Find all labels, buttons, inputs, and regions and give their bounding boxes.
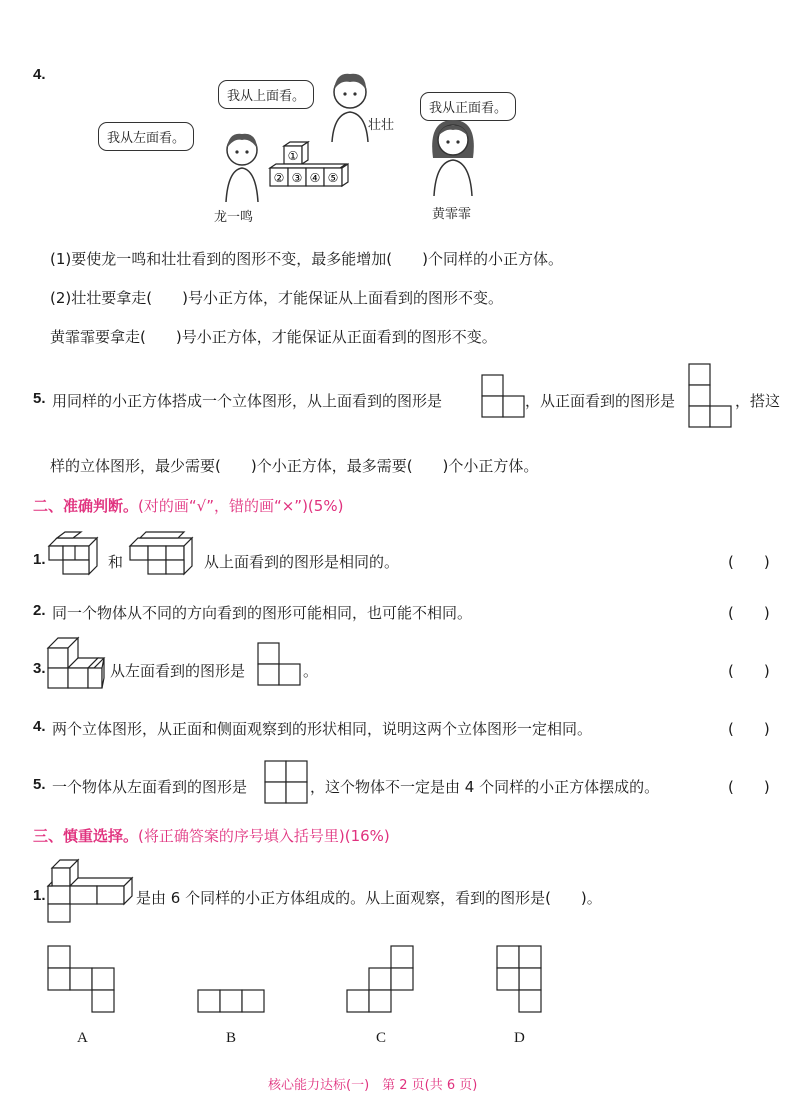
s3-q1-cube-figure xyxy=(48,858,136,928)
s2-item5-text: 一个物体从左面看到的图形是 xyxy=(52,778,248,796)
label-long: 龙一鸣 xyxy=(214,210,254,225)
s2-item1-text: 从上面看到的图形是相同的。 xyxy=(204,553,400,571)
q4-sub2: (2)壮壮要拿走( )号小正方体，才能保证从上面看到的图形不变。 xyxy=(50,289,503,307)
option-c-figure[interactable] xyxy=(347,946,415,1014)
option-c-label[interactable]: C xyxy=(376,1030,387,1046)
section2-note: (对的画“√”，错的画“×”)(5%) xyxy=(138,497,344,515)
section2-heading xyxy=(33,495,343,516)
section3-note: (将正确答案的序号填入括号里)(16%) xyxy=(138,827,390,845)
s2-item1-figure-b xyxy=(130,532,200,578)
cube-label-4: ④ xyxy=(309,171,321,185)
s2-item5-view-figure xyxy=(265,761,311,807)
speech-bubble-right: 我从正面看。 xyxy=(420,92,516,121)
q5-text-a: 用同样的小正方体搭成一个立体图形，从上面看到的图形是 xyxy=(52,392,443,410)
s2-item5-number: 5. xyxy=(33,776,46,793)
option-a-label[interactable]: A xyxy=(77,1030,88,1046)
option-d-figure[interactable] xyxy=(497,946,543,1014)
cube-label-2: ② xyxy=(273,171,285,185)
q4-number: 4. xyxy=(33,66,46,83)
s2-item3-number: 3. xyxy=(33,660,46,677)
label-zhuang: 壮壮 xyxy=(368,118,395,133)
section3-title: 三、慎重选择。 xyxy=(33,827,139,845)
label-huang: 黄霏霏 xyxy=(432,207,472,222)
q4-sub3: 黄霏霏要拿走( )号小正方体，才能保证从正面看到的图形不变。 xyxy=(50,328,497,346)
s2-item1-number: 1. xyxy=(33,551,46,568)
s2-item3-text: 从左面看到的图形是 xyxy=(110,662,246,680)
s2-item1-answer[interactable]: ( ) xyxy=(728,553,770,571)
s2-item3-figure xyxy=(48,638,110,696)
s2-item2-answer[interactable]: ( ) xyxy=(728,604,770,622)
option-b-label[interactable]: B xyxy=(226,1030,237,1046)
option-a-figure[interactable] xyxy=(48,946,116,1014)
s2-item3-view-figure xyxy=(258,643,304,689)
cube-label-3: ③ xyxy=(291,171,303,185)
q5-text-b: ，从正面看到的图形是 xyxy=(525,392,676,410)
s2-item2-text: 同一个物体从不同的方向看到的图形可能相同，也可能不相同。 xyxy=(52,604,473,622)
cube-label-1: ① xyxy=(287,149,299,163)
cube-label-5: ⑤ xyxy=(327,171,339,185)
s2-item5-tail: ，这个物体不一定是由 4 个同样的小正方体摆成的。 xyxy=(310,778,660,796)
q5-text-c: ，搭这 xyxy=(735,392,781,410)
s2-item1-figure-a xyxy=(49,532,101,578)
q4-sub1: (1)要使龙一鸣和壮壮看到的图形不变，最多能增加( )个同样的小正方体。 xyxy=(50,250,563,268)
section3-heading xyxy=(33,825,390,846)
girl-huang-illustration xyxy=(418,110,488,200)
q5-front-view-figure xyxy=(689,364,735,434)
s2-item3-answer[interactable]: ( ) xyxy=(728,662,770,680)
boy-long-illustration xyxy=(212,124,272,204)
s2-item3-tail: 。 xyxy=(303,662,319,680)
s2-item4-answer[interactable]: ( ) xyxy=(728,720,770,738)
page-footer: 核心能力达标(一) 第 2 页(共 6 页) xyxy=(268,1078,478,1093)
q5-number: 5. xyxy=(33,390,46,407)
cube-arrangement xyxy=(270,142,360,200)
s3-q1-number: 1. xyxy=(33,887,46,904)
section2-title: 二、准确判断。 xyxy=(33,497,139,515)
option-b-figure[interactable] xyxy=(198,990,266,1014)
s2-item2-number: 2. xyxy=(33,602,46,619)
s2-item4-number: 4. xyxy=(33,718,46,735)
speech-bubble-left: 我从左面看。 xyxy=(98,122,194,151)
s3-q1-text: 是由 6 个同样的小正方体组成的。从上面观察，看到的图形是( )。 xyxy=(136,889,602,907)
q5-top-view-figure xyxy=(482,375,528,421)
s2-item4-text: 两个立体图形，从正面和侧面观察到的形状相同，说明这两个立体图形一定相同。 xyxy=(52,720,593,738)
speech-bubble-top: 我从上面看。 xyxy=(218,80,314,109)
s2-item5-answer[interactable]: ( ) xyxy=(728,778,770,796)
s2-item1-and: 和 xyxy=(108,553,124,571)
option-d-label[interactable]: D xyxy=(514,1030,525,1046)
q5-text-d: 样的立体图形，最少需要( )个小正方体，最多需要( )个小正方体。 xyxy=(50,457,539,475)
